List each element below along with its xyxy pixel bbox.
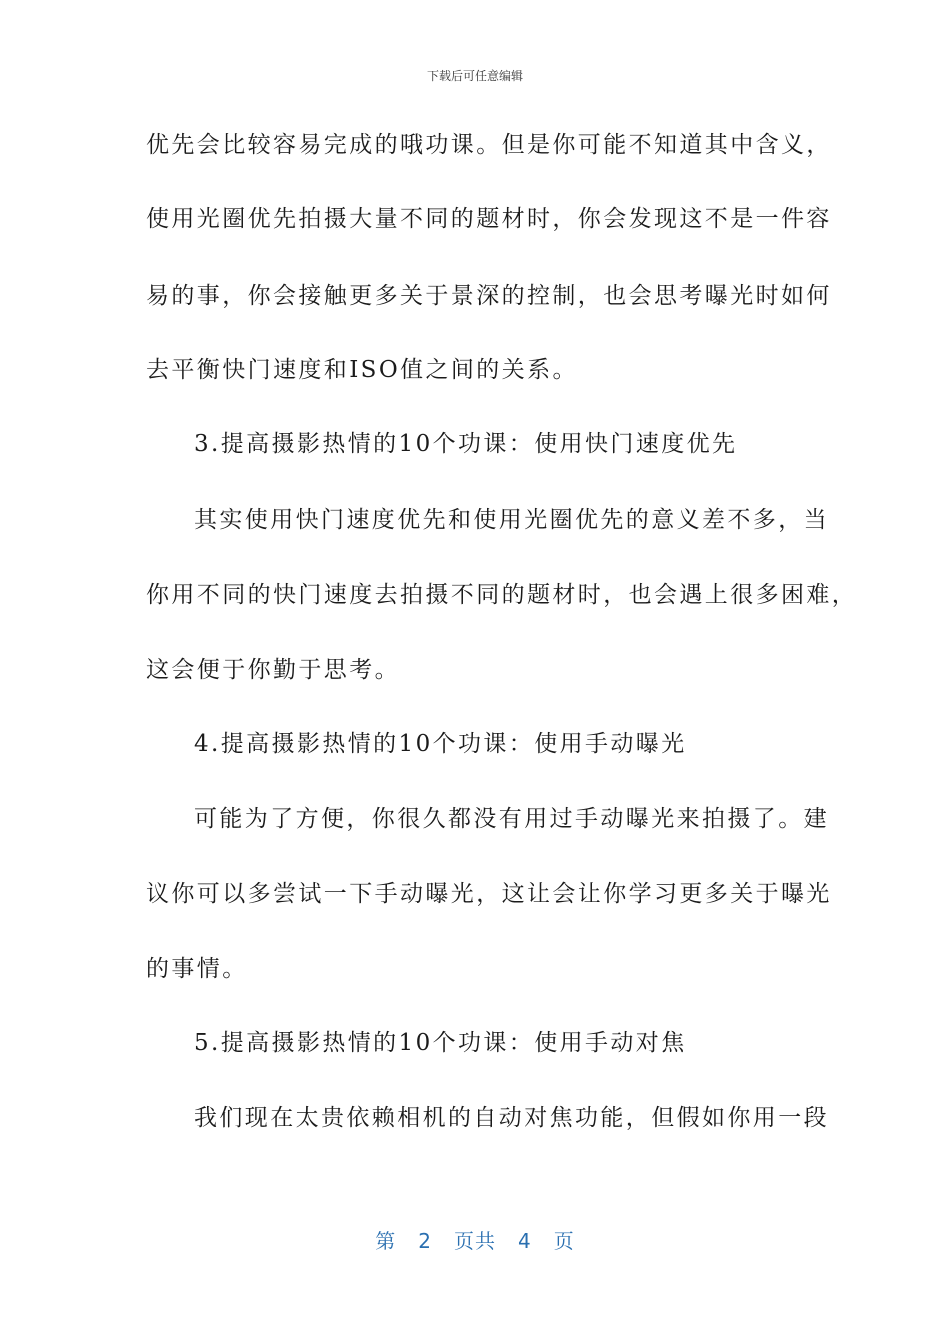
- text-line: 可能为了方便，你很久都没有用过手动曝光来拍摄了。建: [194, 806, 829, 832]
- text-line: 你用不同的快门速度去拍摄不同的题材时，也会遇上很多困难，: [146, 582, 858, 608]
- footer-suffix: 页: [553, 1229, 575, 1253]
- text-line: 易的事，你会接触更多关于景深的控制，也会思考曝光时如何: [146, 283, 832, 309]
- footer-middle: 页共: [454, 1229, 496, 1253]
- section-heading: 4.提高摄影热情的10个功课：使用手动曝光: [194, 731, 687, 757]
- text-line: 去平衡快门速度和ISO值之间的关系。: [146, 357, 578, 383]
- section-heading: 3.提高摄影热情的10个功课：使用快门速度优先: [194, 431, 738, 457]
- page-footer: [0, 1225, 950, 1254]
- text-line: 这会便于你勤于思考。: [146, 657, 400, 683]
- total-page-number: 4: [518, 1229, 532, 1253]
- text-line: 优先会比较容易完成的哦功课。但是你可能不知道其中含义，: [146, 132, 832, 158]
- text-line: 其实使用快门速度优先和使用光圈优先的意义差不多，当: [194, 507, 829, 533]
- text-line: 议你可以多尝试一下手动曝光，这让会让你学习更多关于曝光: [146, 881, 832, 907]
- section-heading: 5.提高摄影热情的10个功课：使用手动对焦: [194, 1030, 687, 1056]
- text-line: 我们现在太贵依赖相机的自动对焦功能，但假如你用一段: [194, 1105, 829, 1131]
- text-line: 的事情。: [146, 956, 248, 982]
- footer-prefix: 第: [375, 1229, 397, 1253]
- page-header: 下载后可任意编辑: [426, 69, 523, 83]
- text-line: 使用光圈优先拍摄大量不同的题材时，你会发现这不是一件容: [146, 206, 832, 232]
- current-page-number: 2: [418, 1229, 432, 1253]
